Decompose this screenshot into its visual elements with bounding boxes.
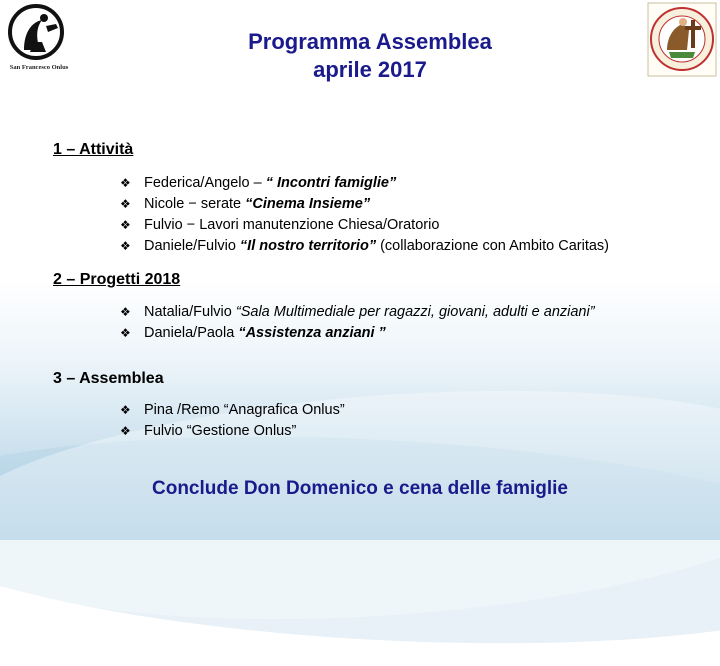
- assemblea-list: [120, 400, 345, 442]
- page-subtitle-date: aprile 2017: [313, 57, 427, 82]
- list-item: ❖ Daniele/Fulvio “Il nostro territorio” (collaborazione con Ambito Caritas): [120, 236, 609, 257]
- diamond-bullet-icon: ❖: [120, 424, 131, 438]
- attivita-list: [120, 173, 609, 257]
- logo-caption: San Francesco Onlus: [9, 64, 69, 71]
- parish-seal-logo: [647, 2, 717, 77]
- closing-note: Conclude Don Domenico e cena delle famiglie: [152, 478, 568, 499]
- section-heading-assemblea: 3 – Assemblea: [53, 370, 164, 387]
- diamond-bullet-icon: ❖: [120, 176, 131, 190]
- diamond-bullet-icon: ❖: [120, 305, 131, 319]
- list-item: ❖ Natalia/Fulvio “Sala Multimediale per ragazzi, giovani, adulti e anziani”: [120, 302, 595, 323]
- list-item: ❖ Fulvio − Lavori manutenzione Chiesa/Oratorio: [120, 215, 609, 236]
- list-item: ❖ Nicole − serate “Cinema Insieme”: [120, 194, 609, 215]
- section-heading-attivita: 1 – Attività: [53, 141, 134, 158]
- diamond-bullet-icon: ❖: [120, 403, 131, 417]
- page-title: Programma Assemblea: [248, 29, 492, 54]
- san-francesco-logo: [2, 2, 74, 72]
- list-item: ❖ Pina /Remo “Anagrafica Onlus”: [120, 400, 345, 421]
- list-item: ❖ Federica/Angelo – “ Incontri famiglie”: [120, 173, 609, 194]
- diamond-bullet-icon: ❖: [120, 218, 131, 232]
- progetti-list: [120, 302, 595, 344]
- list-item: ❖ Daniela/Paola “Assistenza anziani ”: [120, 323, 595, 344]
- list-item: ❖ Fulvio “Gestione Onlus”: [120, 421, 345, 442]
- diamond-bullet-icon: ❖: [120, 326, 131, 340]
- section-heading-progetti: 2 – Progetti 2018: [53, 271, 181, 288]
- diamond-bullet-icon: ❖: [120, 239, 131, 253]
- diamond-bullet-icon: ❖: [120, 197, 131, 211]
